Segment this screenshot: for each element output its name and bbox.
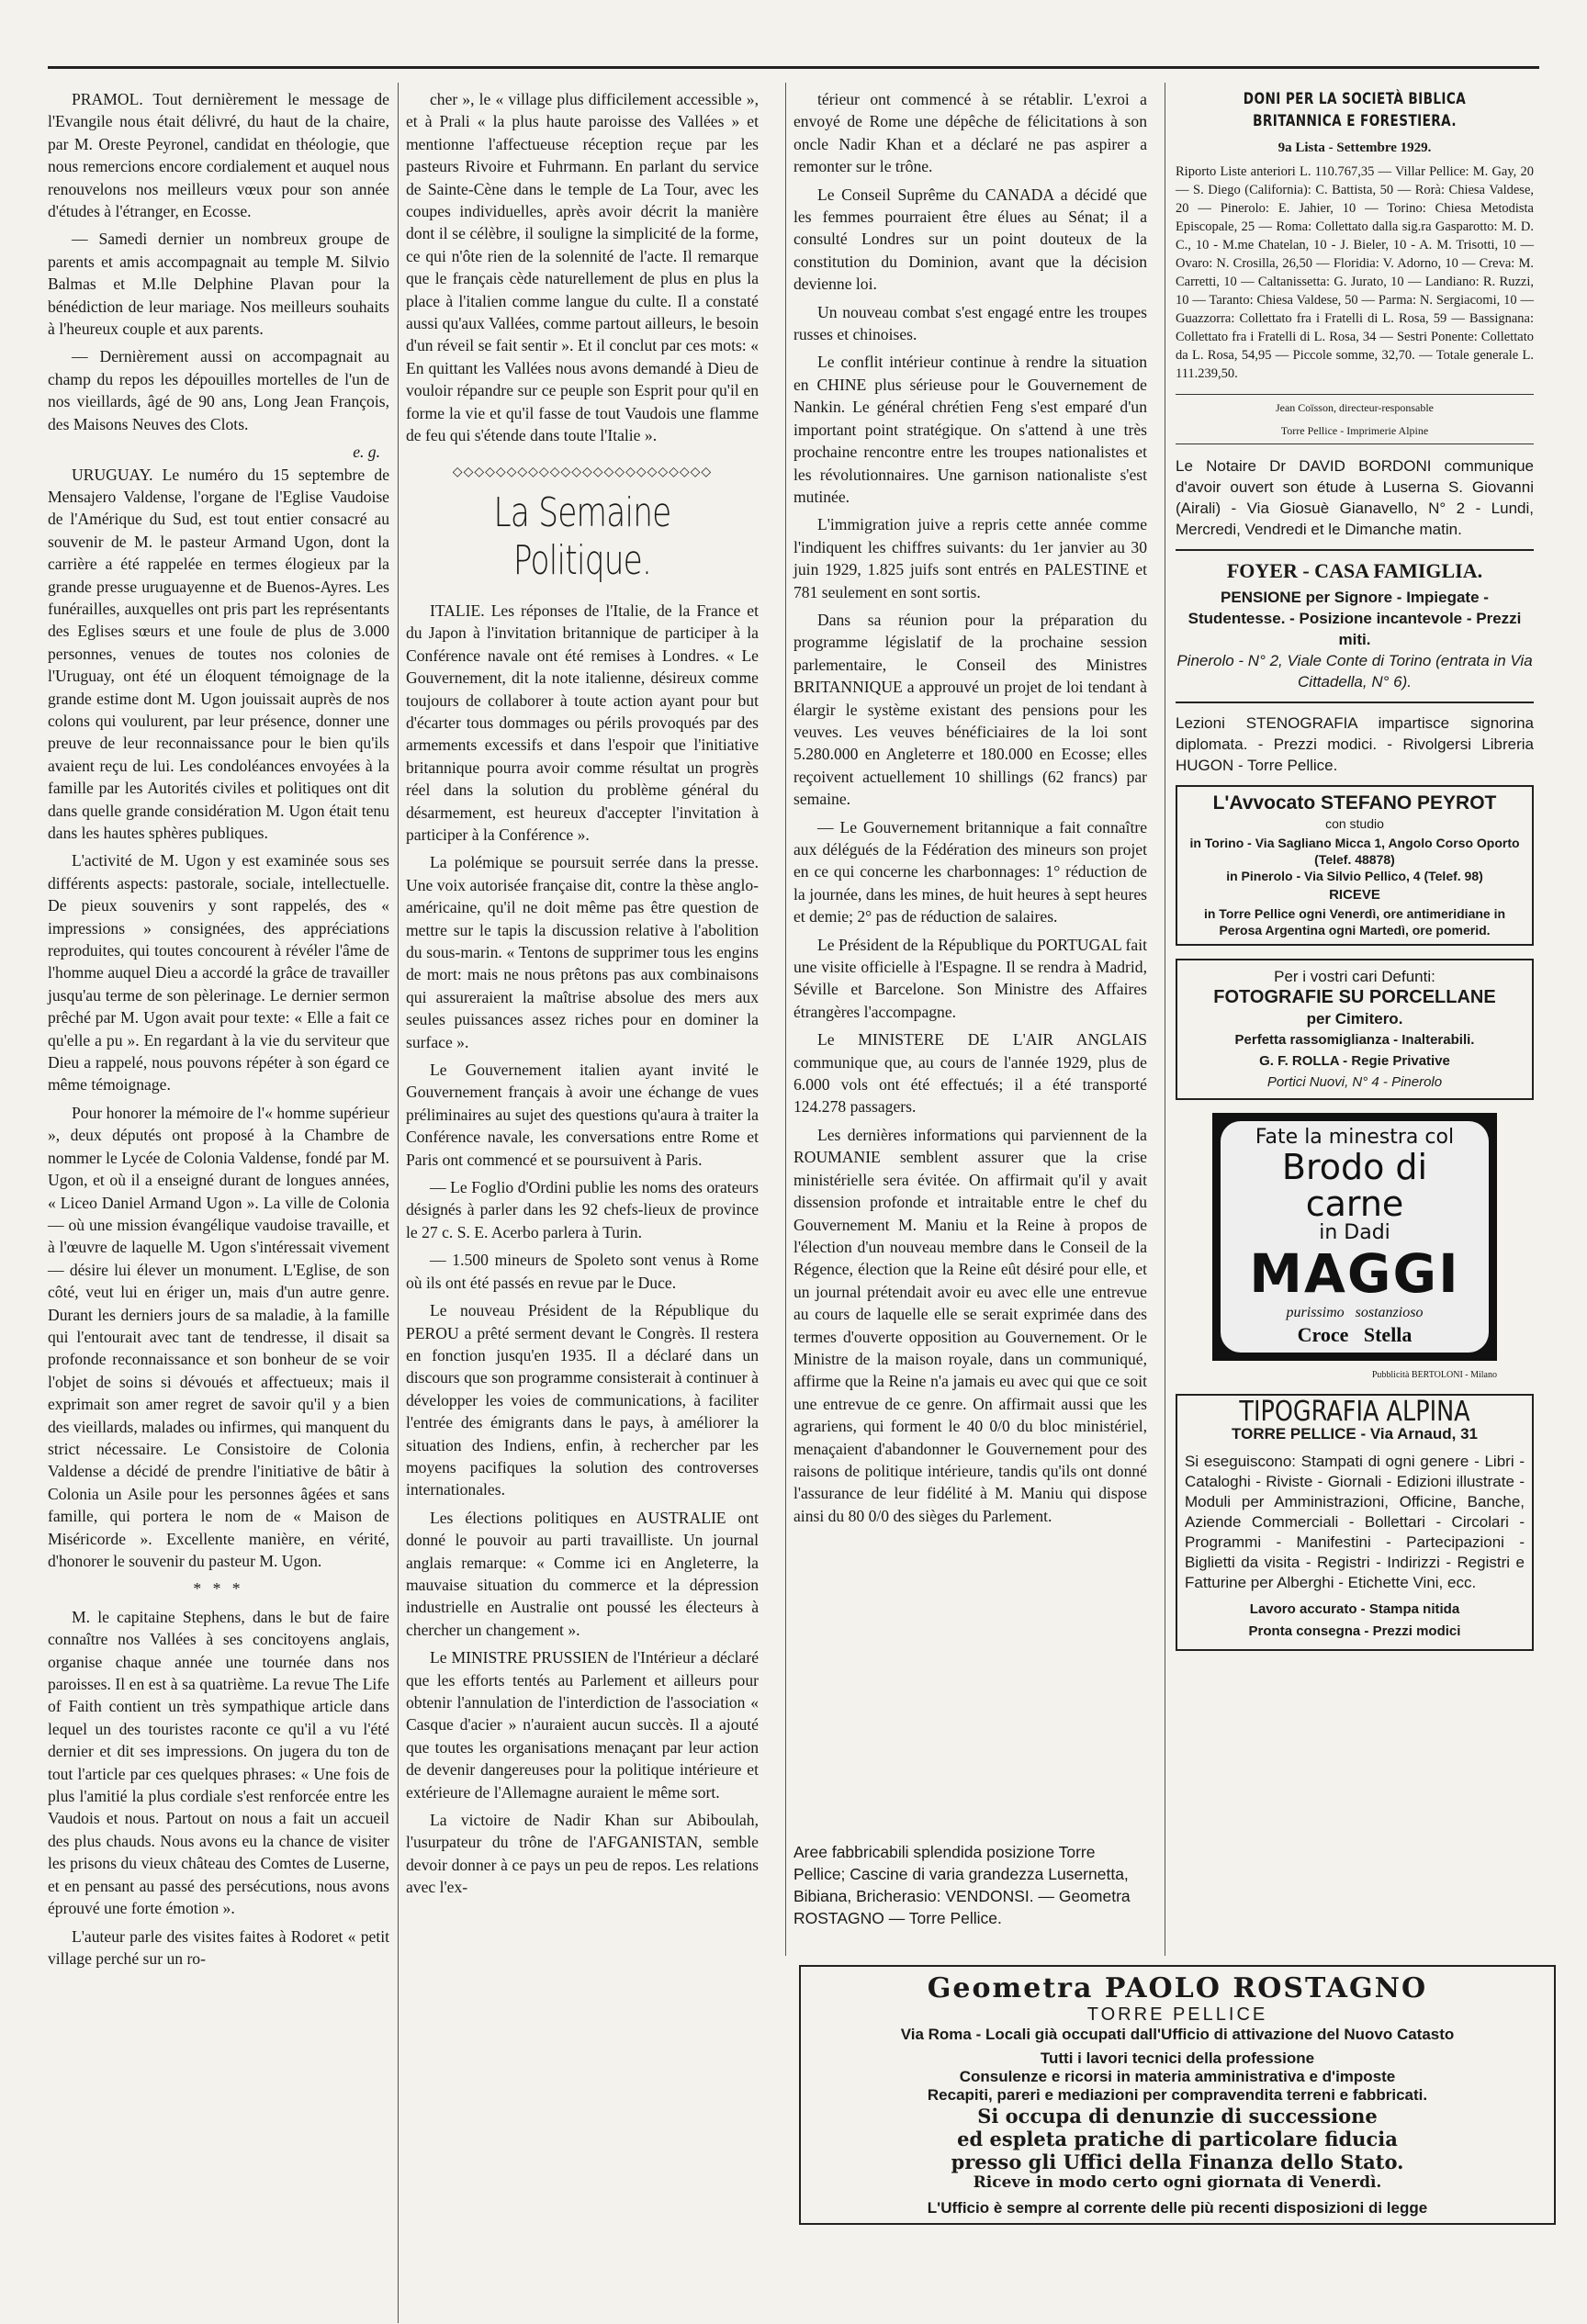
signature: e. g.: [353, 443, 380, 462]
paragraph: Les dernières informations qui parviennent de la ROUMANIE semblent assurer que la crise ministérielle sera évitée. On affirmait qu'il y avait dissension profonde et intraitable entre le chef du Gouvernement M. Maniu et la Reine à propos de l'élection d'un nouveau membre dans le Conseil de la Régence, élection que la Reine eût désiré pour elle, et un journal prétendait avoir eu avec elle une entrevue au cours de laquelle elle se serait exprimée dans des termes d'ouverte opposition au Gouvernement. Or le Ministre de la maison royale, dans un communiqué, affirme que la Reine n'a jamais eu avec qui que ce soit une entrevue de ce genre. On affirmait aussi que les agrariens, qui forment le 40 0/0 du bloc ministériel, menaçaient d'abandonner le Gouvernement pour des raisons de politique intérieure, tandis qu'ils ont donné l'assurance de leur fidélité à M. Maniu qui dispose ainsi du 80 0/0 des sièges du Parlement.: [794, 1125, 1147, 1525]
maggi-line: purissimo sostanzioso: [1286, 1304, 1424, 1320]
avvocato-sub: con studio: [1325, 816, 1384, 832]
paragraph: La polémique se poursuit serrée dans la presse. Une voix autorisée française dit, contre la thèse anglo-américaine, qu'il ne doit même pas être question de mettre sur le tapis la discussion relative à l'abolition du sous-marin. « Tentons de supprimer tous les engins de mort: mais ne nous prêtons pas aux combinaisons qui assureraient la maîtrise absolue des mers aux seules puissances assez riches pour en dominer la surface ».: [406, 853, 759, 1051]
geometra-line: Si occupa di denunzie di successione: [977, 2105, 1378, 2128]
foyer-body: PENSIONE per Signore - Impiegate - Studentesse. - Posizione incantevole - Prezzi miti.: [1187, 589, 1522, 649]
geometra-line: Recapiti, pareri e mediazioni per compravendita terreni e fabbricati.: [927, 2086, 1428, 2104]
foyer-address: Pinerolo - N° 2, Viale Conte di Torino (entrata in Via Cittadella, N° 6).: [1176, 652, 1533, 691]
foto-title: FOTOGRAFIE SU PORCELLANE: [1213, 987, 1496, 1008]
top-rule: [48, 66, 1539, 69]
maggi-line: in Dadi: [1319, 1221, 1390, 1245]
column-3: [794, 88, 1147, 1532]
paragraph: M. le capitaine Stephens, dans le but de faire connaître nos Vallées à ses concitoyens anglais, organise chaque année une tournée dans nos paroisses. Il en est à sa quatrième. La revue The Life of Faith contient un très sympathique article dans lequel un des touristes raconte ce qu'il a vu l'été dernier et dit ses impressions. On jugera du ton de tout l'article par ces quelques phrases: « Une fois de plus l'amitié la plus cordiale s'est renforcée entre les Vaudois et nous. Partout on nous a fait un accueil des plus chauds. Nous avons eu la chance de visiter les prisons du vieux château des Comtes de Luserne, et en pensant au passé des persécutions, nous avons éprouvé une forte émotion ».: [48, 1607, 389, 1918]
maggi-line: Fate la minestra col: [1255, 1126, 1455, 1150]
paragraph: Un nouveau combat s'est engagé entre les troupes russes et chinoises.: [794, 302, 1147, 344]
paragraph: Le Gouvernement italien ayant invité le Gouvernement français à avoir une échange de vues préliminaires au sujet des questions qu'aura à traiter la Conférence navale, les conversations entre Rome et Paris ont commencé et se poursuivent à Paris.: [406, 1061, 759, 1169]
decorative-rule: ◇◇◇◇◇◇◇◇◇◇◇◇◇◇◇◇◇◇◇◇◇◇◇◇: [452, 465, 713, 479]
paragraph: — Samedi dernier un nombreux groupe de parents et amis accompagnait au temple M. Silvio Balmas et M.lle Delphine Plavan pour la bénédiction de leur mariage. Nos meilleurs souhaits à l'heureux couple et aux parents.: [48, 230, 389, 339]
foto-top: Per i vostri cari Defunti:: [1274, 968, 1435, 986]
geometra-line: Riceve in modo certo ogni giornata di Venerdì.: [973, 2173, 1382, 2192]
paragraph: Le MINISTRE PRUSSIEN de l'Intérieur a déclaré que les efforts tentés au Parlement et ailleurs pour obtenir l'annulation de l'interdiction de l'association « Casque d'acier » n'auraient aucun succès. Il a ajouté que toutes les organisations menaçant par leur action de devenir dangereuses pour la politique intérieure et extérieure de l'Allemagne auraient le même sort.: [406, 1648, 759, 1802]
avvocato-line: RICEVE: [1329, 887, 1380, 904]
imprint-director: Jean Coïsson, directeur-responsable: [1275, 401, 1435, 415]
paragraph: — Le Gouvernement britannique a fait connaître aux délégués de la Fédération des mineurs son projet en ce qui concerne les charbonnages: 1° réduction de la journée, dans les mines, de huit heures à sept heures et demie; 2° pas de réduction de salaires.: [794, 817, 1147, 926]
maggi-panel: [1221, 1121, 1489, 1353]
imprint-printer: Torre Pellice - Imprimerie Alpine: [1280, 423, 1429, 437]
geometra-line: Via Roma - Locali già occupati dall'Ufficio di attivazione del Nuovo Catasto: [900, 2026, 1455, 2043]
paragraph: térieur ont commencé à se rétablir. L'exroi a envoyé de Rome une dépêche de félicitations à son oncle Nadir Khan et a déclaré ne pas aspirer a remonter sur le trône.: [794, 90, 1147, 176]
maggi-credit: Pubblicità BERTOLONI - Milano: [1371, 1369, 1497, 1380]
section-title: La Semaine Politique.: [493, 488, 671, 584]
maggi-line: Croce Stella: [1297, 1323, 1413, 1347]
paragraph: Pour honorer la mémoire de l'« homme supérieur », deux députés ont proposé à la Chambre de nommer le Lycée de Colonia Valdense, fondé par M. Ugon, et où il a enseigné durant de longues années, « Liceo Daniel Armand Ugon ». La ville de Colonia — où une mission évangélique vaudoise travaille, et à l'œuvre de laquelle M. Ugon s'intéressait vivement — désire lui élever un monument. L'Eglise, de son côté, veut lui en ériger un, mais d'un autre genre. Durant les derniers jours de sa maladie, à la famille qui l'entourait avec tant de tendresse, il disait sa profonde reconnaissance et son bonheur de se voir l'objet de soins si dévoués et affectueux; mais il exprimait son amer regret de savoir qu'il y a bien des vieillards, malades ou infirmes, qui manquent du strict nécessaire. Le Consistoire de Colonia Valdense a décidé de prendre l'initiative de bâtir à Colonia un Asile pour les personnes âgées et sans famille, qui portera le nom de « Maison de Miséricorde ». Excellente manière, en vérité, d'honorer le souvenir du pasteur M. Ugon.: [48, 1103, 389, 1570]
paragraph: — 1.500 mineurs de Spoleto sont venus à Rome où ils ont été passés en revue par le Duce.: [406, 1251, 759, 1292]
foto-line: G. F. ROLLA - Regie Privative: [1259, 1053, 1450, 1070]
tipografia-address: TORRE PELLICE - Via Arnaud, 31: [1232, 1425, 1478, 1443]
paragraph: — Le Foglio d'Ordini publie les noms des orateurs désignés à parler dans les 92 chefs-lieux de province le 27 c. S. E. Acerbo parlera à Turin.: [406, 1178, 759, 1241]
geometra-line: L'Ufficio è sempre al corrente delle più recenti disposizioni di legge: [927, 2199, 1428, 2217]
ad-foyer: [1176, 560, 1534, 703]
paragraph: L'immigration juive a repris cette année comme l'indiquent les chiffres suivants: du 1er janvier au 30 juin 1929, 1.825 juifs sont entrés en PALESTINE et 781 seulement en sont sortis.: [794, 515, 1147, 601]
doni-subtitle: 9a Lista - Settembre 1929.: [1277, 140, 1432, 155]
column-1: [48, 88, 389, 1975]
tipografia-foot: Lavoro accurato - Stampa nitida: [1249, 1600, 1460, 1617]
paragraph: Le Président de la République du PORTUGAL fait une visite officielle à l'Espagne. Il se rendra à Madrid, Séville et Barcelone. Son Ministre des Affaires étrangères l'accompagne.: [794, 935, 1147, 1021]
avvocato-line: in Torre Pellice ogni Venerdì, ore antimeridiane in Perosa Argentina ogni Martedì, ore pomerid.: [1203, 906, 1506, 938]
avvocato-line: in Torino - Via Sagliano Micca 1, Angolo Corso Oporto (Telef. 48878): [1189, 836, 1520, 868]
paragraph: cher », le « village plus difficilement accessible », et à Prali « la plus haute paroisse des Vallées » et mentionne l'affectueuse réception reçue par les pasteurs Rivoire et Fuhrmann. En parlant du service de Sainte-Cène dans le temple de La Tour, avec les coupes individuelles, après avoir décrit la manière dont il se célèbre, il souligne la simplicité de la forme, ce qui n'ôte rien de la solennité de l'acte. Il remarque que le français cède naturellement de plus en plus la place à l'italien comme langue du culte. Il a constaté aussi qu'aux Vallées, comme partout ailleurs, le besoin d'un réveil se fait sentir ». Et il conclut par ces mots: « En quittant les Vallées nous avons demandé à Dieu de vouloir répandre sur ce peuple son Esprit pour qu'il en forme la vie et qu'il fasse de tout Vaudois une flamme de feu qui s'étende dans toute l'Italie ».: [406, 90, 759, 445]
ad-tipografia: [1176, 1394, 1534, 1651]
geometra-line: Consulenze e ricorsi in materia amministrativa e d'imposte: [959, 2068, 1396, 2085]
geometra-line: presso gli Uffici della Finanza dello Stato.: [951, 2150, 1404, 2173]
tipografia-foot: Pronta consegna - Prezzi modici: [1248, 1623, 1461, 1640]
paragraph: Les élections politiques en AUSTRALIE ont donné le pouvoir au parti travailliste. Un journal anglais remarque: « Comme ici en Angleterre, la mauvaise situation du commerce et la dépression industrielle en Australie ont poussé les électeurs à chercher un changement ».: [406, 1508, 759, 1639]
article-italie: ITALIE. Les réponses de l'Italie, de la France et du Japon à l'invitation britannique de participer à la Conférence navale ont été remises à Londres. « Le Gouvernement, dit la note italienne, désireux comme toujours de collaborer à toute action ayant pour but d'écarter tous dommages ou périls provoqués par des armements excessifs et dans l'espoir que l'initiative britannique pourra avoir comme résultat un progrès réel dans la solution du problème général du désarmement, est heureux d'accepter l'invitation à participer à la Conférence ».: [406, 601, 759, 844]
foto-line: Perfetta rassomiglianza - Inalterabili.: [1234, 1032, 1475, 1049]
paragraph: — Dernièrement aussi on accompagnait au champ du repos les dépouilles mortelles de l'un de nos vieillards, âgé de 90 ans, Long Jean François, des Maisons Neuves des Clots.: [48, 347, 389, 433]
column-divider: [398, 83, 399, 2323]
paragraph: Dans sa réunion pour la préparation du programme législatif de la prochaine session parlementaire, le Conseil des Ministres BRITANNIQUE a approuvé un projet de loi tendant à élargir le système existant des pensions pour les veuves. Les veuves bénéficiaires de la loi sont 5.280.000 en Angleterre et 180.000 en Ecosse; elles reçoivent actuellement 10 shillings (62 francs) par semaine.: [794, 610, 1147, 809]
ad-maggi: [1212, 1113, 1497, 1361]
imprint: [1176, 394, 1534, 444]
column-4: [1176, 88, 1534, 1664]
ad-avvocato: [1176, 785, 1534, 946]
article-uruguay: URUGUAY. Le numéro du 15 septembre de Mensajero Valdense, l'organe de l'Eglise Vaudoise de l'Amérique du Sud, est tout entier consacré au souvenir de M. le pasteur Armand Ugon, dont la carrière a été rappelée en termes élogieux par la grande presse uruguayenne et de Buenos-Ayres. Les funérailles, auxquelles ont pris part les représentants des Eglises sœurs et une foule de plus de 3.000 personnes, venues de toutes nos colonies de l'Uruguay, ont été un éloquent témoignage de la grande estime dont M. Ugon jouissait auprès de nos colons qui voulurent, par leur présence, donner une preuve de leur reconnaissance pour le bien qu'ils avaient reçu de lui. Les condoléances envoyées à la famille par les Autorités civiles et politiques ont dit dans quelle grande considération M. Ugon était tenu dans les hautes sphères publiques.: [48, 465, 389, 842]
ad-stenografia: Lezioni STENOGRAFIA impartisce signorina diplomata. - Prezzi modici. - Rivolgersi Libreria HUGON - Torre Pellice.: [1176, 714, 1534, 775]
maggi-logo: MAGGI: [1249, 1241, 1460, 1305]
tipografia-title: TIPOGRAFIA ALPINA: [1239, 1396, 1470, 1429]
avvocato-line: in Pinerolo - Via Silvio Pellico, 4 (Telef. 98): [1226, 869, 1483, 884]
paragraph: L'activité de M. Ugon y est examinée sous ses différents aspects: pastorale, sociale, intellectuelle. De pieux souvenirs y sont rappelés, des « impressions » consignées, des appréciations reproduites, qui toutes concourent à révéler l'âme de l'homme auquel Dieu a accordé la grâce de travailler jusqu'au terme de son pèlerinage. Le dernier sermon prêché par M. Ugon avait pour texte: « Elle a fait ce qu'elle a pu ». En regardant à la vie du serviteur que Dieu a rappelé, nous pouvons répéter à son égard ce même témoignage.: [48, 851, 389, 1095]
foyer-title: FOYER - CASA FAMIGLIA.: [1226, 559, 1483, 583]
doni-list: Riporto Liste anteriori L. 110.767,35 — Villar Pellice: M. Gay, 20 — S. Diego (California): C. Battista, 50 — Rorà: Chiesa Valdese, 20 — Pinerolo: E. Jahier, 10 — Torino: Chiesa Metodista Episcopale, 25 — Roma: Collettato dalla sig.ra Gasparotto: M. D. C., 10 - M.me Chatelan, 10 - J. Bieler, 10 - A. M. Trisotti, 10 — Ovaro: N. Crosilla, 26,50 — Floridia: V. Adorno, 10 — Creva: M. Carretti, 10 — Caltanissetta: G. Jurato, 10 — Landiano: R. Ruzzi, 10 — Taranto: Chiesa Valdese, 50 — Parma: N. Sergiacomi, 10 — Guazzorra: Collettato fra i Fratelli di L. Rosa, 59 — Bassignana: Collettato fra i Fratelli di L. Rosa, 34 — Sestri Ponente: Collettato da L. Rosa, 54,95 — Piccole somme, 32,70. — Totale generale L. 111.239,50.: [1176, 164, 1534, 382]
paragraph: Le Conseil Suprême du CANADA a décidé que les femmes pourraient être élues au Sénat; il a consulté Londres sur un point douteux de la constitution du Dominion, avant que la décision devienne loi.: [794, 185, 1147, 294]
geometra-line: Tutti i lavori tecnici della professione: [1040, 2049, 1315, 2067]
paragraph: Le MINISTERE DE L'AIR ANGLAIS communique que, au cours de l'année 1929, plus de 6.000 vols ont été effectués; il a été transporté 124.278 passagers.: [794, 1030, 1147, 1117]
paragraph: Le nouveau Président de la République du PEROU a prêté serment devant le Congrès. Il restera en fonction jusqu'en 1935. Il a déclaré dans un discours que son programme consisterait à continuer à développer les voies de communications, à faciliter l'entrée des émigrants dans le pays, à améliorer la situation des Indiens, enfin, à rechercher par les moyens pacifiques la solution des controverses internationales.: [406, 1301, 759, 1499]
ad-fotografie: [1176, 959, 1534, 1100]
avvocato-title: L'Avvocato STEFANO PEYROT: [1212, 792, 1497, 814]
ad-notaire: Le Notaire Dr DAVID BORDONI communique d'avoir ouvert son étude à Luserna S. Giovanni (Airali) - Via Giosuè Gianavello, N° 2 - Lundi, Mercredi, Vendredi et le Dimanche matin.: [1176, 455, 1534, 551]
geometra-name: Geometra PAOLO ROSTAGNO: [927, 1972, 1428, 2004]
doni-title: DONI PER LA SOCIETÀ BIBLICA BRITANNICA E FORESTIERA.: [1243, 90, 1467, 131]
column-2: [406, 88, 759, 1904]
separator-stars: * * *: [193, 1579, 244, 1599]
maggi-line: Brodo di carne: [1281, 1147, 1428, 1225]
geometra-city: TORRE PELLICE: [1086, 2004, 1268, 2025]
foto-sub: per Cimitero.: [1306, 1010, 1403, 1028]
paragraph: Le conflit intérieur continue à rendre la situation en CHINE plus sérieuse pour le Gouvernement de Nankin. Le général chrétien Feng s'est emparé d'un important point stratégique. On s'attend à une très prochaine rencontre entre les troupes nationalistes et les révolutionnaires. Une garnison nationaliste s'est mutinée.: [794, 353, 1147, 506]
ad-aree-fabbricabili: Aree fabbricabili splendida posizione Torre Pellice; Cascine di varia grandezza Lusernetta, Bibiana, Bricherasio: VENDONSI. — Geometra ROSTAGNO — Torre Pellice.: [794, 1843, 1131, 1927]
geometra-line: ed espleta pratiche di particolare fiducia: [957, 2128, 1398, 2150]
paragraph: L'auteur parle des visites faites à Rodoret « petit village perché sur un ro-: [48, 1926, 389, 1968]
article-pramol: PRAMOL. Tout dernièrement le message de l'Evangile nous était délivré, du haut de la chaire, par M. Oreste Peyronel, candidat en théologie, que nous remercions encore cordialement et auquel nous renouvelons nos meilleurs vœux pour son année d'études à l'étranger, en Ecosse.: [48, 90, 389, 221]
ad-geometra-rostagno: [799, 1965, 1556, 2225]
column-divider: [785, 83, 786, 1956]
tipografia-body: Si eseguiscono: Stampati di ogni genere - Libri - Cataloghi - Riviste - Giornali - Edizioni illustrate - Moduli per Amministrazioni, Officine, Banche, Aziende Commerciali - Bollettari - Circolari - Programmi - Manifestini - Partecipazioni - Biglietti da visita - Registri - Indirizzi - Registri e Fatturine per Alberghi - Etichette Vini, ecc.: [1185, 1452, 1525, 1591]
foto-line: Portici Nuovi, N° 4 - Pinerolo: [1266, 1074, 1443, 1091]
paragraph: La victoire de Nadir Khan sur Abiboulah, l'usurpateur du trône de l'AFGANISTAN, semble devoir donner à ce pays un peu de repos. Les relations avec l'ex-: [406, 1811, 759, 1897]
